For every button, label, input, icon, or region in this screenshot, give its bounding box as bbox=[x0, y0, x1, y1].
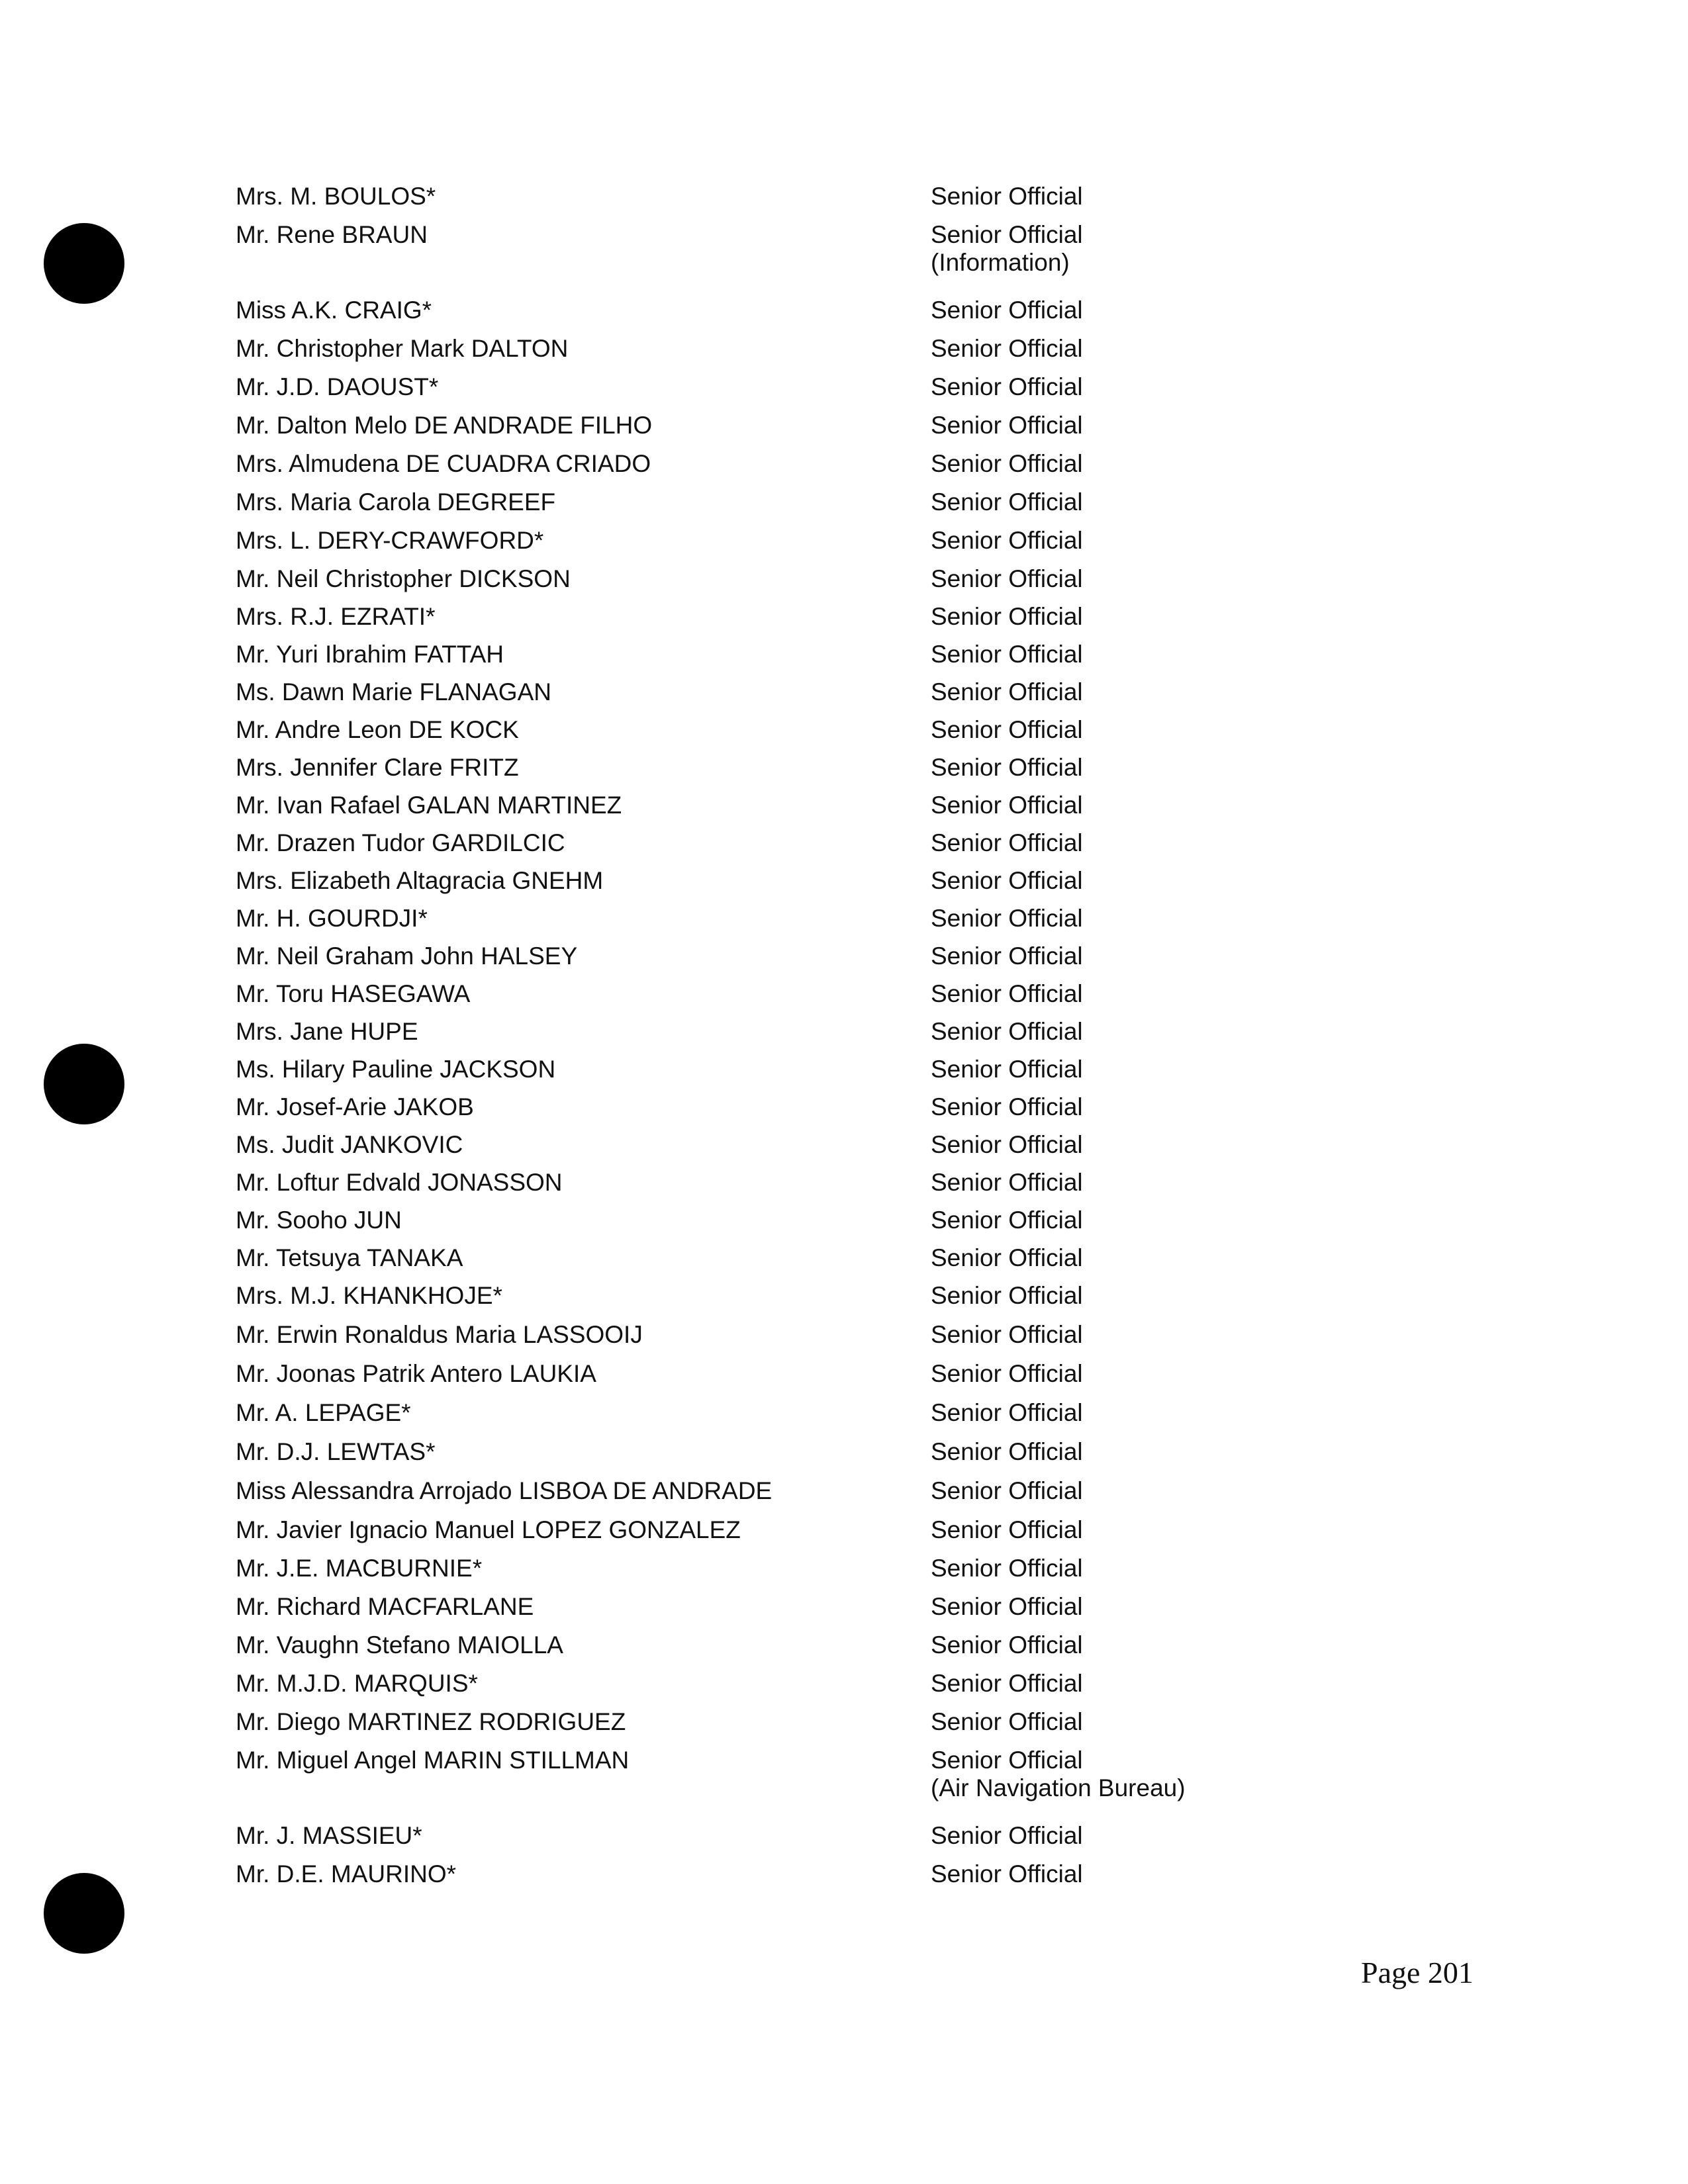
list-item bbox=[236, 1438, 1427, 1466]
list-item bbox=[236, 1206, 1427, 1234]
list-item bbox=[236, 1093, 1427, 1121]
staff-title: Senior Official bbox=[931, 1018, 1083, 1045]
staff-title-cell bbox=[931, 641, 1427, 668]
staff-title: Senior Official bbox=[931, 641, 1083, 668]
staff-title-cell bbox=[931, 183, 1427, 210]
staff-name: Mrs. M. BOULOS* bbox=[236, 183, 436, 210]
list-item bbox=[236, 641, 1427, 668]
staff-title: Senior Official bbox=[931, 1282, 1083, 1309]
list-item bbox=[236, 603, 1427, 631]
staff-title-cell bbox=[931, 488, 1427, 516]
staff-list bbox=[236, 183, 1427, 1888]
staff-title: Senior Official bbox=[931, 792, 1083, 819]
staff-title: Senior Official bbox=[931, 867, 1083, 894]
staff-name: Mr. M.J.D. MARQUIS* bbox=[236, 1670, 478, 1697]
staff-title: Senior Official bbox=[931, 1360, 1083, 1387]
staff-name: Mr. Neil Graham John HALSEY bbox=[236, 942, 578, 970]
staff-title: Senior Official bbox=[931, 1206, 1083, 1234]
staff-title-cell bbox=[931, 296, 1427, 324]
staff-title-cell bbox=[931, 603, 1427, 631]
list-item bbox=[236, 1477, 1427, 1505]
staff-title: Senior Official bbox=[931, 1708, 1083, 1735]
staff-name: Ms. Dawn Marie FLANAGAN bbox=[236, 678, 551, 705]
staff-name: Mr. Miguel Angel MARIN STILLMAN bbox=[236, 1747, 630, 1774]
staff-title-cell bbox=[931, 1360, 1427, 1388]
staff-title-cell bbox=[931, 527, 1427, 555]
staff-name: Mr. Rene BRAUN bbox=[236, 221, 428, 248]
staff-title-cell bbox=[931, 1282, 1427, 1310]
staff-name: Mr. D.J. LEWTAS* bbox=[236, 1438, 436, 1465]
list-item bbox=[236, 792, 1427, 819]
staff-title-cell bbox=[931, 1747, 1427, 1802]
list-item bbox=[236, 1631, 1427, 1659]
list-item bbox=[236, 296, 1427, 324]
staff-title: Senior Official bbox=[931, 1822, 1083, 1849]
staff-name: Mr. Andre Leon DE KOCK bbox=[236, 716, 519, 743]
staff-title-cell bbox=[931, 754, 1427, 782]
staff-title: Senior Official bbox=[931, 980, 1083, 1007]
staff-title: Senior Official bbox=[931, 829, 1083, 856]
staff-title-cell bbox=[931, 1708, 1427, 1736]
staff-title: Senior Official bbox=[931, 1670, 1083, 1697]
staff-title-cell bbox=[931, 1093, 1427, 1121]
staff-name: Mr. Christopher Mark DALTON bbox=[236, 335, 569, 362]
list-item bbox=[236, 565, 1427, 593]
punch-hole bbox=[44, 1044, 124, 1124]
staff-title-cell bbox=[931, 1477, 1427, 1505]
staff-title-cell bbox=[931, 1438, 1427, 1466]
staff-name: Mr. J.E. MACBURNIE* bbox=[236, 1555, 483, 1582]
staff-name: Mr. Ivan Rafael GALAN MARTINEZ bbox=[236, 792, 622, 819]
staff-title: Senior Official bbox=[931, 905, 1083, 932]
staff-name: Mr. Toru HASEGAWA bbox=[236, 980, 471, 1007]
staff-name: Ms. Hilary Pauline JACKSON bbox=[236, 1056, 556, 1083]
staff-title: Senior Official bbox=[931, 183, 1083, 210]
staff-name: Mr. J. MASSIEU* bbox=[236, 1822, 422, 1849]
staff-name: Ms. Judit JANKOVIC bbox=[236, 1131, 463, 1158]
staff-title: Senior Official bbox=[931, 335, 1083, 362]
staff-name: Mr. Loftur Edvald JONASSON bbox=[236, 1169, 563, 1196]
staff-name: Mr. Neil Christopher DICKSON bbox=[236, 565, 571, 592]
staff-title: Senior Official bbox=[931, 1244, 1083, 1271]
staff-title-cell bbox=[931, 1593, 1427, 1621]
list-item bbox=[236, 335, 1427, 363]
staff-name: Mr. Javier Ignacio Manuel LOPEZ GONZALEZ bbox=[236, 1516, 741, 1543]
staff-title-cell bbox=[931, 905, 1427, 933]
staff-title-cell bbox=[931, 1555, 1427, 1582]
staff-name: Mrs. Almudena DE CUADRA CRIADO bbox=[236, 450, 651, 477]
staff-name: Mr. Yuri Ibrahim FATTAH bbox=[236, 641, 504, 668]
staff-title-cell bbox=[931, 1860, 1427, 1888]
staff-title: Senior Official bbox=[931, 1399, 1083, 1426]
staff-title-cell bbox=[931, 829, 1427, 857]
list-item bbox=[236, 942, 1427, 970]
staff-name: Mr. D.E. MAURINO* bbox=[236, 1860, 457, 1888]
staff-title: Senior Official bbox=[931, 565, 1083, 592]
staff-name: Mr. Joonas Patrik Antero LAUKIA bbox=[236, 1360, 596, 1387]
staff-name: Mr. Vaughn Stefano MAIOLLA bbox=[236, 1631, 563, 1659]
staff-title-cell bbox=[931, 867, 1427, 895]
staff-title-cell bbox=[931, 1631, 1427, 1659]
list-item bbox=[236, 1244, 1427, 1272]
staff-name: Mrs. Jennifer Clare FRITZ bbox=[236, 754, 519, 781]
staff-title-cell bbox=[931, 450, 1427, 478]
staff-title-cell bbox=[931, 373, 1427, 401]
staff-title: Senior Official bbox=[931, 1860, 1083, 1888]
staff-title-cell bbox=[931, 1056, 1427, 1083]
list-item bbox=[236, 1747, 1427, 1802]
staff-title: Senior Official bbox=[931, 412, 1083, 439]
staff-title: Senior Official bbox=[931, 603, 1083, 630]
staff-title-cell bbox=[931, 678, 1427, 706]
list-item bbox=[236, 905, 1427, 933]
list-item bbox=[236, 867, 1427, 895]
page-number: Page 201 bbox=[1361, 1956, 1474, 1989]
staff-title: Senior Official bbox=[931, 1169, 1083, 1196]
list-item bbox=[236, 221, 1427, 277]
list-item bbox=[236, 1282, 1427, 1310]
staff-name: Mr. Drazen Tudor GARDILCIC bbox=[236, 829, 565, 856]
staff-title-cell bbox=[931, 1399, 1427, 1427]
staff-name: Mr. Josef-Arie JAKOB bbox=[236, 1093, 474, 1120]
list-item bbox=[236, 1399, 1427, 1427]
staff-title-cell bbox=[931, 412, 1427, 439]
staff-name: Mr. Tetsuya TANAKA bbox=[236, 1244, 463, 1271]
list-item bbox=[236, 1018, 1427, 1046]
list-item bbox=[236, 829, 1427, 857]
staff-name: Mr. Dalton Melo DE ANDRADE FILHO bbox=[236, 412, 653, 439]
staff-title: Senior Official bbox=[931, 754, 1083, 781]
staff-name: Mrs. Jane HUPE bbox=[236, 1018, 418, 1045]
staff-title-cell bbox=[931, 1321, 1427, 1349]
staff-title: Senior Official bbox=[931, 1093, 1083, 1120]
staff-title: Senior Official bbox=[931, 1747, 1083, 1774]
staff-name: Mrs. M.J. KHANKHOJE* bbox=[236, 1282, 502, 1309]
staff-name: Mr. H. GOURDJI* bbox=[236, 905, 428, 932]
staff-title-cell bbox=[931, 1244, 1427, 1272]
staff-name: Mrs. R.J. EZRATI* bbox=[236, 603, 436, 630]
staff-title-cell bbox=[931, 1206, 1427, 1234]
list-item bbox=[236, 1555, 1427, 1582]
staff-title-cell bbox=[931, 1822, 1427, 1850]
staff-title: Senior Official bbox=[931, 221, 1083, 248]
staff-name: Miss Alessandra Arrojado LISBOA DE ANDRADE bbox=[236, 1477, 773, 1504]
staff-title-cell bbox=[931, 565, 1427, 593]
staff-title: Senior Official bbox=[931, 527, 1083, 554]
list-item bbox=[236, 373, 1427, 401]
staff-title-cell bbox=[931, 942, 1427, 970]
list-item bbox=[236, 1056, 1427, 1083]
list-item bbox=[236, 754, 1427, 782]
staff-title-detail: (Information) bbox=[931, 249, 1070, 276]
staff-name: Mrs. Maria Carola DEGREEF bbox=[236, 488, 556, 516]
staff-title-cell bbox=[931, 792, 1427, 819]
staff-title: Senior Official bbox=[931, 1131, 1083, 1158]
staff-name: Mrs. L. DERY-CRAWFORD* bbox=[236, 527, 544, 554]
list-item bbox=[236, 1131, 1427, 1159]
staff-title: Senior Official bbox=[931, 373, 1083, 400]
list-item bbox=[236, 527, 1427, 555]
list-item bbox=[236, 1708, 1427, 1736]
staff-title-cell bbox=[931, 1018, 1427, 1046]
staff-title: Senior Official bbox=[931, 488, 1083, 516]
staff-name: Mr. Sooho JUN bbox=[236, 1206, 402, 1234]
staff-title: Senior Official bbox=[931, 1516, 1083, 1543]
staff-title-cell bbox=[931, 1516, 1427, 1544]
list-item bbox=[236, 1321, 1427, 1349]
staff-title: Senior Official bbox=[931, 1555, 1083, 1582]
staff-title: Senior Official bbox=[931, 942, 1083, 970]
staff-title: Senior Official bbox=[931, 296, 1083, 324]
staff-title: Senior Official bbox=[931, 1321, 1083, 1348]
staff-title: Senior Official bbox=[931, 678, 1083, 705]
staff-title: Senior Official bbox=[931, 1593, 1083, 1620]
staff-title-cell bbox=[931, 221, 1427, 277]
punch-hole bbox=[44, 223, 124, 304]
staff-name: Mr. Diego MARTINEZ RODRIGUEZ bbox=[236, 1708, 626, 1735]
staff-title-cell bbox=[931, 1670, 1427, 1698]
staff-title: Senior Official bbox=[931, 1056, 1083, 1083]
punch-hole bbox=[44, 1873, 124, 1954]
list-item bbox=[236, 412, 1427, 439]
staff-title: Senior Official bbox=[931, 716, 1083, 743]
staff-name: Mr. A. LEPAGE* bbox=[236, 1399, 411, 1426]
staff-title-cell bbox=[931, 980, 1427, 1008]
staff-title-cell bbox=[931, 1169, 1427, 1197]
list-item bbox=[236, 716, 1427, 744]
staff-title: Senior Official bbox=[931, 1631, 1083, 1659]
staff-title: Senior Official bbox=[931, 1438, 1083, 1465]
list-item bbox=[236, 1169, 1427, 1197]
list-item bbox=[236, 1670, 1427, 1698]
list-item bbox=[236, 488, 1427, 516]
staff-title-detail: (Air Navigation Bureau) bbox=[931, 1774, 1186, 1801]
list-item bbox=[236, 450, 1427, 478]
staff-title-cell bbox=[931, 1131, 1427, 1159]
staff-title-cell bbox=[931, 335, 1427, 363]
staff-name: Mrs. Elizabeth Altagracia GNEHM bbox=[236, 867, 604, 894]
list-item bbox=[236, 1860, 1427, 1888]
staff-title: Senior Official bbox=[931, 1477, 1083, 1504]
staff-title-cell bbox=[931, 716, 1427, 744]
list-item bbox=[236, 183, 1427, 210]
staff-name: Mr. Richard MACFARLANE bbox=[236, 1593, 534, 1620]
list-item bbox=[236, 980, 1427, 1008]
list-item bbox=[236, 678, 1427, 706]
list-item bbox=[236, 1516, 1427, 1544]
list-item bbox=[236, 1360, 1427, 1388]
staff-title: Senior Official bbox=[931, 450, 1083, 477]
staff-name: Mr. J.D. DAOUST* bbox=[236, 373, 439, 400]
list-item bbox=[236, 1593, 1427, 1621]
staff-name: Mr. Erwin Ronaldus Maria LASSOOIJ bbox=[236, 1321, 643, 1348]
staff-name: Miss A.K. CRAIG* bbox=[236, 296, 432, 324]
list-item bbox=[236, 1822, 1427, 1850]
